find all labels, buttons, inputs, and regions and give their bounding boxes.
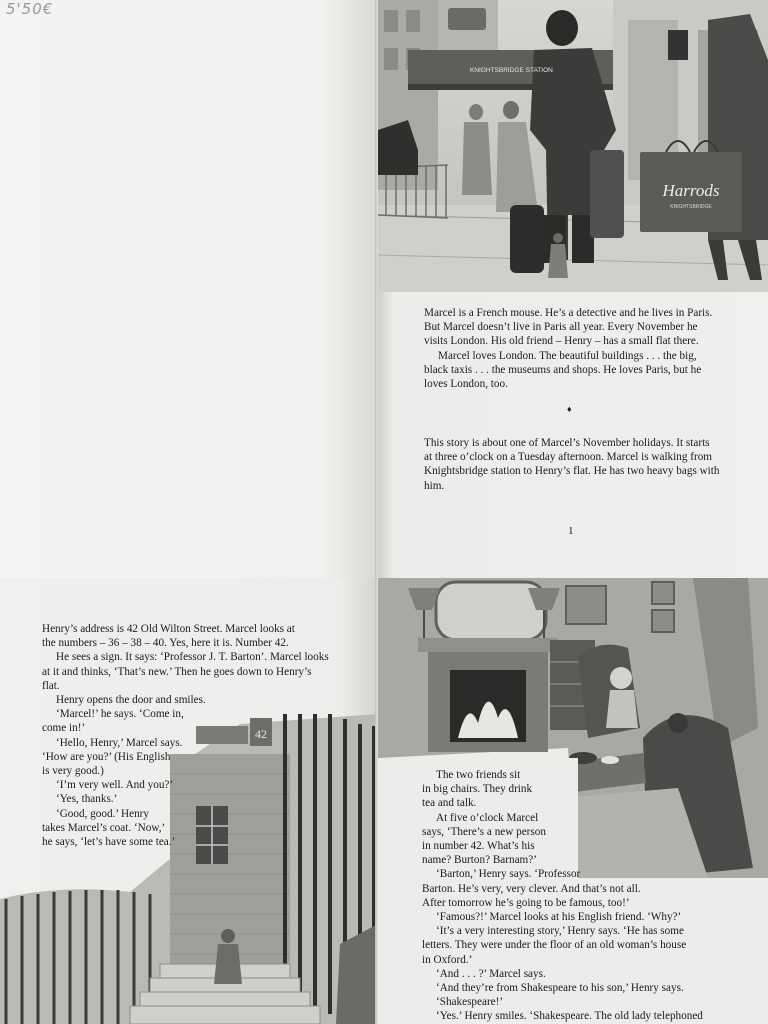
- text-line: in number 42. What’s his: [422, 840, 535, 853]
- text-line: he says, ‘let’s have some tea.’: [42, 836, 176, 849]
- page-1-text-block-2: [424, 436, 720, 493]
- blank-left-page: [0, 0, 378, 578]
- text-line: at it and thinks, ‘That’s new.’ Then he goes down to Henry’s: [42, 665, 312, 678]
- text-line: letters. They were under the floor of an old woman’s house: [422, 939, 687, 952]
- page-3-text-block: [422, 768, 752, 1024]
- text-line: is very good.): [42, 765, 104, 778]
- text-line: ‘Good, good.’ Henry: [56, 807, 150, 820]
- text-line: the numbers – 36 – 38 – 40. Yes, here it is. Number 42.: [42, 637, 289, 650]
- street-illustration: [378, 0, 768, 292]
- text-line: ‘I’m very well. And you?’: [56, 779, 174, 792]
- text-line: The two friends sit: [436, 769, 521, 781]
- paragraph: Marcel loves London. The beautiful buildings . . . the big, black taxis . . . the museums and shops. He loves Paris, but he loves London, too.: [424, 349, 702, 391]
- text-line: tea and talk.: [422, 797, 477, 810]
- text-line: come in!’: [42, 722, 86, 735]
- door-number: 42: [255, 727, 267, 741]
- text-line: ‘It’s a very interesting story,’ Henry says. ‘He has some: [436, 925, 684, 938]
- text-line: ‘Yes.’ Henry smiles. ‘Shakespeare. The old lady telephoned: [436, 1010, 703, 1023]
- text-line: ‘Yes, thanks.’: [56, 793, 118, 806]
- page-2-text-block: [42, 622, 348, 849]
- page-2: [0, 578, 378, 1024]
- page-number: 1: [568, 525, 574, 537]
- text-line: ‘Marcel!’ he says. ‘Come in,: [56, 708, 184, 721]
- text-line: ‘Barton,’ Henry says. ‘Professor: [436, 868, 581, 881]
- text-line: At five o’clock Marcel: [436, 811, 539, 824]
- harrods-bag-text: Harrods: [662, 181, 720, 200]
- street-scene-svg: [378, 0, 768, 292]
- section-separator: ♦: [567, 404, 572, 414]
- text-line: ‘And . . . ?’ Marcel says.: [436, 967, 546, 980]
- page-1: [378, 0, 768, 578]
- text-line: ‘And they’re from Shakespeare to his son,’ Henry says.: [436, 982, 684, 995]
- station-sign-text: KNIGHTSBRIDGE STATION: [470, 67, 553, 74]
- text-line: flat.: [42, 679, 60, 692]
- text-line: ‘Shakespeare!’: [436, 996, 504, 1009]
- harrods-bag-subtext: KNIGHTSBRIDGE: [670, 204, 712, 210]
- text-line: takes Marcel’s coat. ‘Now,’: [42, 821, 166, 834]
- text-line: name? Burton? Barnam?’: [422, 854, 537, 867]
- text-line: ‘Famous?!’ Marcel looks at his English friend. ‘Why?’: [436, 911, 682, 924]
- bottom-spread: [0, 578, 768, 1024]
- page-1-text-block: [424, 306, 720, 391]
- text-line: Henry’s address is 42 Old Wilton Street. Marcel looks at: [42, 623, 295, 635]
- text-line: After tomorrow he’s going to be famous, too!’: [422, 896, 630, 909]
- text-line: in Oxford.’: [422, 953, 473, 966]
- text-line: says, ‘There’s a new person: [422, 825, 546, 838]
- paragraph: Marcel is a French mouse. He’s a detective and he lives in Paris. But Marcel doesn’t live in Paris all year. Every November he visits London. His old friend – Henry – has a small flat there.: [424, 307, 713, 348]
- text-line: Henry opens the door and smiles.: [56, 694, 206, 707]
- text-line: Barton. He’s very, very clever. And that’s not all.: [422, 882, 641, 895]
- text-line: in big chairs. They drink: [422, 783, 533, 796]
- handwritten-price: 5'50€: [6, 0, 54, 18]
- page-3: [378, 578, 768, 1024]
- text-line: ‘How are you?’ (His English: [42, 750, 171, 763]
- text-line: ‘Hello, Henry,’ Marcel says.: [56, 736, 183, 749]
- paragraph: This story is about one of Marcel’s November holidays. It starts at three o’clock on a Tuesday afternoon. Marcel is walking from Knightsbridge station to Henry’s flat. He has two heavy bags with him.: [424, 437, 720, 492]
- text-line: He sees a sign. It says: ‘Professor J. T. Barton’. Marcel looks: [56, 651, 329, 664]
